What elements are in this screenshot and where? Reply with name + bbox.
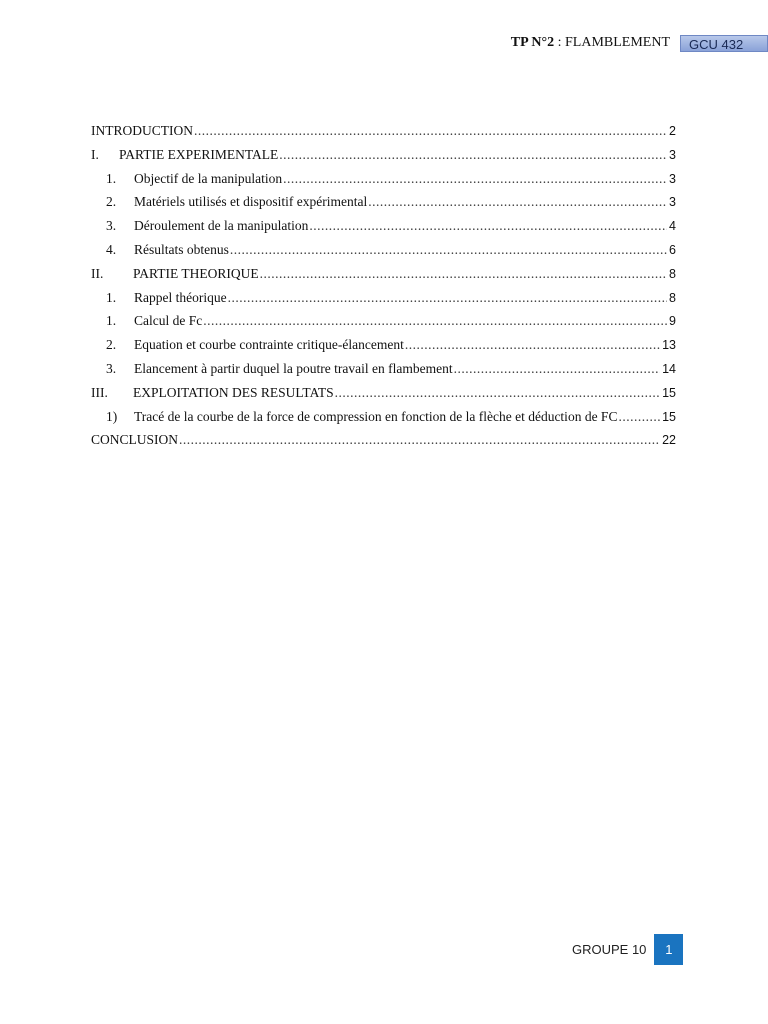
toc-entry-page: 9	[669, 314, 676, 329]
toc-entry-page: 6	[669, 242, 676, 257]
toc-entry[interactable]	[91, 218, 676, 242]
toc-entry[interactable]	[91, 409, 676, 433]
toc-entry-label: Equation et courbe contrainte critique-élancement	[134, 337, 404, 353]
toc-entry-page: 4	[669, 219, 676, 234]
toc-dot-leader	[309, 218, 667, 234]
course-code-badge: GCU 432	[680, 35, 768, 52]
toc-dot-leader	[260, 266, 667, 282]
toc-entry-number: 3.	[106, 218, 117, 234]
toc-entry-number: 1)	[106, 408, 118, 424]
toc-entry-page: 3	[669, 147, 676, 162]
toc-entry-page: 14	[662, 361, 676, 376]
toc-entry-number: 1.	[106, 170, 117, 186]
table-of-contents	[91, 123, 676, 456]
toc-entry-number: II.	[91, 265, 104, 281]
toc-dot-leader	[283, 171, 667, 187]
page-number: 1	[654, 934, 683, 965]
toc-entry-page: 15	[662, 385, 676, 400]
toc-entry-number: 1.	[106, 313, 117, 329]
toc-entry-page: 3	[669, 171, 676, 186]
page-header	[511, 33, 768, 53]
toc-entry-number: I.	[91, 146, 99, 162]
toc-entry-label: Objectif de la manipulation	[134, 170, 283, 186]
toc-entry[interactable]	[91, 194, 676, 218]
toc-entry[interactable]	[91, 385, 676, 409]
toc-dot-leader	[368, 194, 667, 210]
toc-entry[interactable]	[91, 242, 676, 266]
toc-entry-page: 2	[669, 124, 676, 138]
toc-dot-leader	[228, 290, 667, 306]
toc-entry[interactable]	[91, 313, 676, 337]
toc-entry-page: 8	[669, 266, 676, 281]
toc-dot-leader	[203, 313, 667, 329]
toc-entry[interactable]	[91, 123, 676, 147]
toc-dot-leader	[179, 432, 660, 448]
toc-entry-label: EXPLOITATION DES RESULTATS	[133, 384, 334, 400]
toc-entry-page: 13	[662, 338, 676, 353]
header-title-bold: TP N°2	[510, 35, 555, 50]
toc-entry-page: 8	[669, 290, 676, 305]
toc-entry[interactable]	[91, 337, 676, 361]
toc-entry-label: Calcul de Fc	[134, 313, 203, 329]
toc-entry[interactable]	[91, 266, 676, 290]
toc-dot-leader	[618, 409, 660, 425]
toc-entry-number: 2.	[106, 194, 117, 210]
toc-dot-leader	[454, 361, 660, 377]
toc-entry-label: INTRODUCTION	[91, 123, 193, 138]
toc-entry[interactable]	[91, 171, 676, 195]
toc-entry-page: 22	[662, 433, 676, 448]
toc-dot-leader	[230, 242, 667, 258]
toc-entry-page: 15	[662, 409, 676, 424]
toc-dot-leader	[335, 385, 660, 401]
toc-dot-leader	[405, 337, 660, 353]
toc-entry[interactable]	[91, 147, 676, 171]
toc-entry-label: Elancement à partir duquel la poutre travail en flambement	[134, 360, 453, 376]
toc-dot-leader	[279, 147, 667, 163]
toc-entry-label: Rappel théorique	[134, 289, 227, 305]
toc-entry-number: 3.	[106, 360, 117, 376]
toc-dot-leader	[194, 123, 667, 139]
toc-entry-label: Résultats obtenus	[134, 241, 229, 257]
toc-entry[interactable]	[91, 432, 676, 456]
toc-entry-label: PARTIE EXPERIMENTALE	[119, 146, 279, 162]
header-title	[511, 35, 670, 51]
toc-entry[interactable]	[91, 361, 676, 385]
toc-entry-number: III.	[91, 384, 108, 400]
toc-entry-label: PARTIE THEORIQUE	[133, 265, 259, 281]
header-title-rest: : FLAMBLEMENT	[554, 35, 670, 50]
toc-entry-number: 4.	[106, 241, 117, 257]
group-label: GROUPE 10	[572, 942, 647, 957]
toc-entry-number: 1.	[106, 289, 117, 305]
toc-entry-number: 2.	[106, 337, 117, 353]
toc-entry-label: Tracé de la courbe de la force de compression en fonction de la flèche et déduction de FC	[134, 408, 618, 424]
page-footer	[572, 934, 683, 965]
toc-entry-label: Matériels utilisés et dispositif expérimental	[134, 194, 368, 210]
toc-entry-label: Déroulement de la manipulation	[134, 218, 309, 234]
toc-entry-label: CONCLUSION	[91, 432, 179, 448]
toc-entry-page: 3	[669, 195, 676, 210]
toc-entry[interactable]	[91, 290, 676, 314]
